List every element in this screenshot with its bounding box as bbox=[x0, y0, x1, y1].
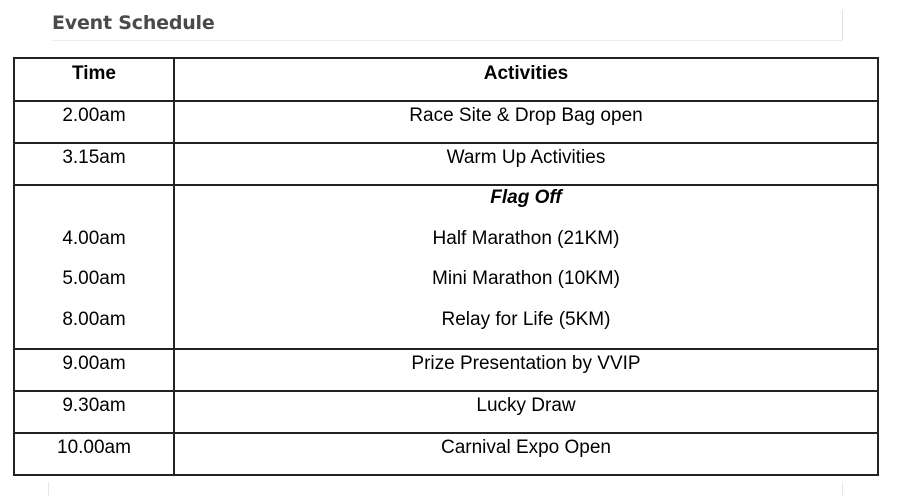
activity-value: Relay for Life (5KM) bbox=[441, 308, 611, 330]
table-row bbox=[14, 143, 878, 185]
activity-value: Mini Marathon (10KM) bbox=[432, 268, 620, 289]
right-divider bbox=[842, 10, 843, 40]
time-cell bbox=[14, 101, 174, 143]
activity-value: Carnival Expo Open bbox=[440, 437, 612, 458]
time-value: 3.15am bbox=[62, 147, 126, 168]
table-row bbox=[14, 101, 878, 143]
group-title: Flag Off bbox=[490, 187, 562, 208]
activity-value: Lucky Draw bbox=[476, 395, 576, 416]
bottom-left-divider bbox=[48, 482, 49, 496]
column-header-activities bbox=[174, 58, 878, 101]
activity-cell bbox=[174, 101, 878, 143]
header-divider bbox=[52, 40, 842, 41]
time-value: 4.00am bbox=[62, 227, 126, 249]
time-cell bbox=[14, 391, 174, 433]
time-value: 8.00am bbox=[62, 308, 126, 330]
column-header-time-label: Time bbox=[71, 63, 116, 84]
activity-cell bbox=[174, 391, 878, 433]
time-value: 9.30am bbox=[62, 395, 126, 416]
activity-cell bbox=[174, 349, 878, 391]
time-value: 2.00am bbox=[62, 105, 126, 126]
time-cell bbox=[14, 143, 174, 185]
column-header-time bbox=[14, 58, 174, 101]
table-row bbox=[14, 391, 878, 433]
activity-value: Race Site & Drop Bag open bbox=[409, 105, 643, 126]
table-row bbox=[14, 433, 878, 475]
table-header-row bbox=[14, 58, 878, 101]
activity-cell bbox=[174, 185, 878, 349]
table-row-group bbox=[14, 185, 878, 349]
activity-value: Prize Presentation by VVIP bbox=[411, 353, 641, 374]
schedule-table bbox=[13, 57, 879, 476]
activity-value: Half Marathon (21KM) bbox=[432, 227, 620, 249]
bottom-right-divider bbox=[842, 482, 843, 496]
time-cell bbox=[14, 185, 174, 349]
time-cell bbox=[14, 433, 174, 475]
table-row bbox=[14, 349, 878, 391]
time-value: 9.00am bbox=[62, 353, 126, 374]
activity-cell bbox=[174, 433, 878, 475]
activity-cell bbox=[174, 143, 878, 185]
time-cell bbox=[14, 349, 174, 391]
page-title: Event Schedule bbox=[52, 12, 215, 34]
activity-value: Warm Up Activities bbox=[446, 147, 606, 168]
time-value: 5.00am bbox=[62, 268, 126, 289]
time-value: 10.00am bbox=[57, 437, 131, 458]
column-header-activities-label: Activities bbox=[483, 63, 569, 84]
time-spacer bbox=[15, 186, 173, 227]
